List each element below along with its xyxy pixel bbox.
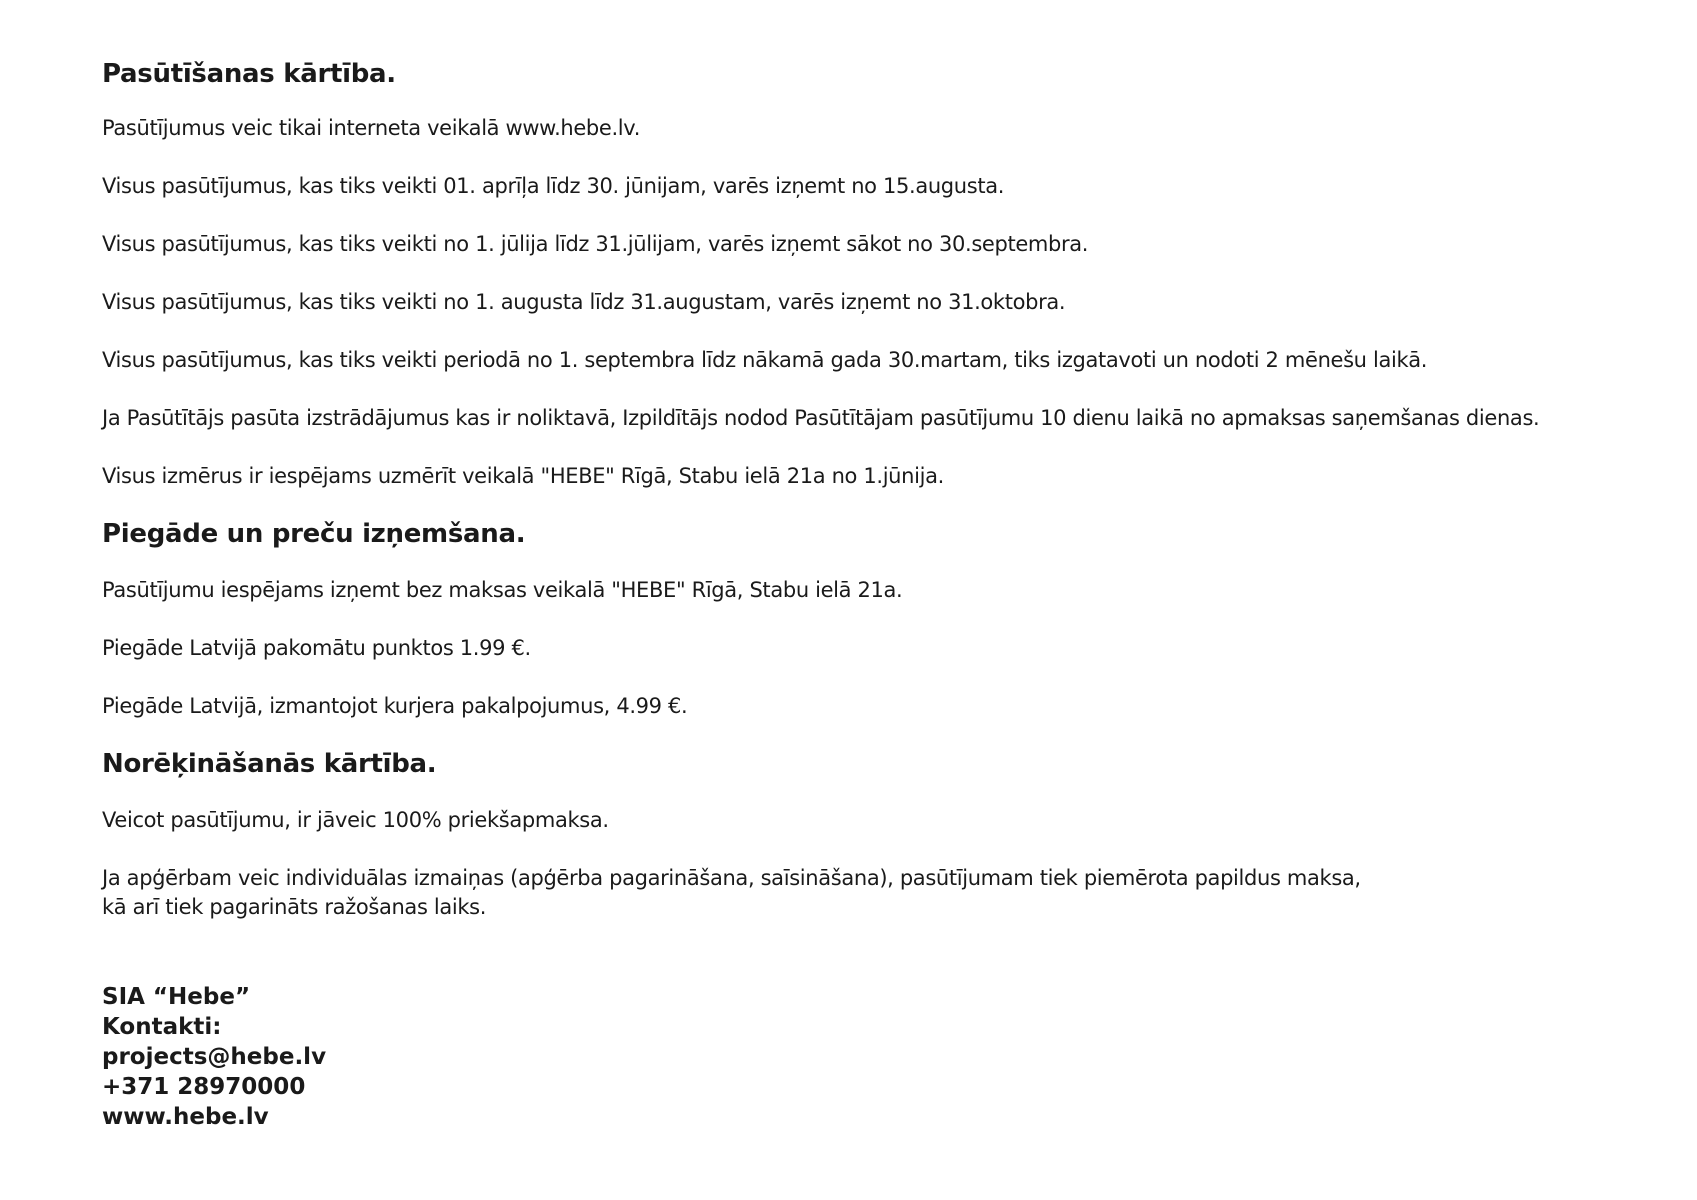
ordering-heading: Pasūtīšanas kārtība.: [102, 59, 396, 89]
contacts-label: Kontakti:: [102, 1014, 222, 1040]
ordering-paragraph: Pasūtījumus veic tikai interneta veikalā www.hebe.lv.: [102, 116, 641, 140]
document-page: [102, 58, 1682, 1132]
delivery-paragraph: Piegāde Latvijā pakomātu punktos 1.99 €.: [102, 636, 531, 660]
contacts-block: [102, 982, 1682, 1132]
payment-line: kā arī tiek pagarināts ražošanas laiks.: [102, 895, 487, 919]
delivery-section: [102, 576, 1682, 721]
ordering-paragraph: Visus pasūtījumus, kas tiks veikti 01. aprīļa līdz 30. jūnijam, varēs izņemt no 15.augusta.: [102, 174, 1005, 198]
ordering-paragraph: Visus pasūtījumus, kas tiks veikti no 1. augusta līdz 31.augustam, varēs izņemt no 31.oktobra.: [102, 290, 1066, 314]
contact-email: projects@hebe.lv: [102, 1044, 327, 1070]
payment-line: Ja apģērbam veic individuālas izmaiņas (apģērba pagarināšana, saīsināšana), pasūtījumam tiek piemērota papildus maksa,: [102, 866, 1361, 890]
payment-paragraph: Veicot pasūtījumu, ir jāveic 100% priekšapmaksa.: [102, 808, 609, 832]
delivery-heading: Piegāde un preču izņemšana.: [102, 519, 526, 549]
contact-website: www.hebe.lv: [102, 1104, 269, 1130]
ordering-paragraph: Visus pasūtījumus, kas tiks veikti periodā no 1. septembra līdz nākamā gada 30.martam, tiks izgatavoti un nodoti 2 mēnešu laikā.: [102, 348, 1428, 372]
ordering-paragraph: Visus izmērus ir iespējams uzmērīt veikalā "HEBE" Rīgā, Stabu ielā 21a no 1.jūnija.: [102, 464, 944, 488]
ordering-paragraph: Visus pasūtījumus, kas tiks veikti no 1. jūlija līdz 31.jūlijam, varēs izņemt sākot no 30.septembra.: [102, 232, 1089, 256]
delivery-paragraph: Piegāde Latvijā, izmantojot kurjera pakalpojumus, 4.99 €.: [102, 694, 688, 718]
ordering-section: [102, 114, 1682, 491]
payment-section: [102, 806, 1682, 922]
payment-heading: Norēķināšanās kārtība.: [102, 749, 437, 779]
company-name: SIA “Hebe”: [102, 984, 251, 1010]
ordering-paragraph: Ja Pasūtītājs pasūta izstrādājumus kas ir noliktavā, Izpildītājs nodod Pasūtītājam pasūtījumu 10 dienu laikā no apmaksas saņemšanas dienas.: [102, 406, 1540, 430]
payment-paragraph-multiline: [102, 864, 1682, 922]
delivery-paragraph: Pasūtījumu iespējams izņemt bez maksas veikalā "HEBE" Rīgā, Stabu ielā 21a.: [102, 578, 903, 602]
contact-phone: +371 28970000: [102, 1074, 306, 1100]
